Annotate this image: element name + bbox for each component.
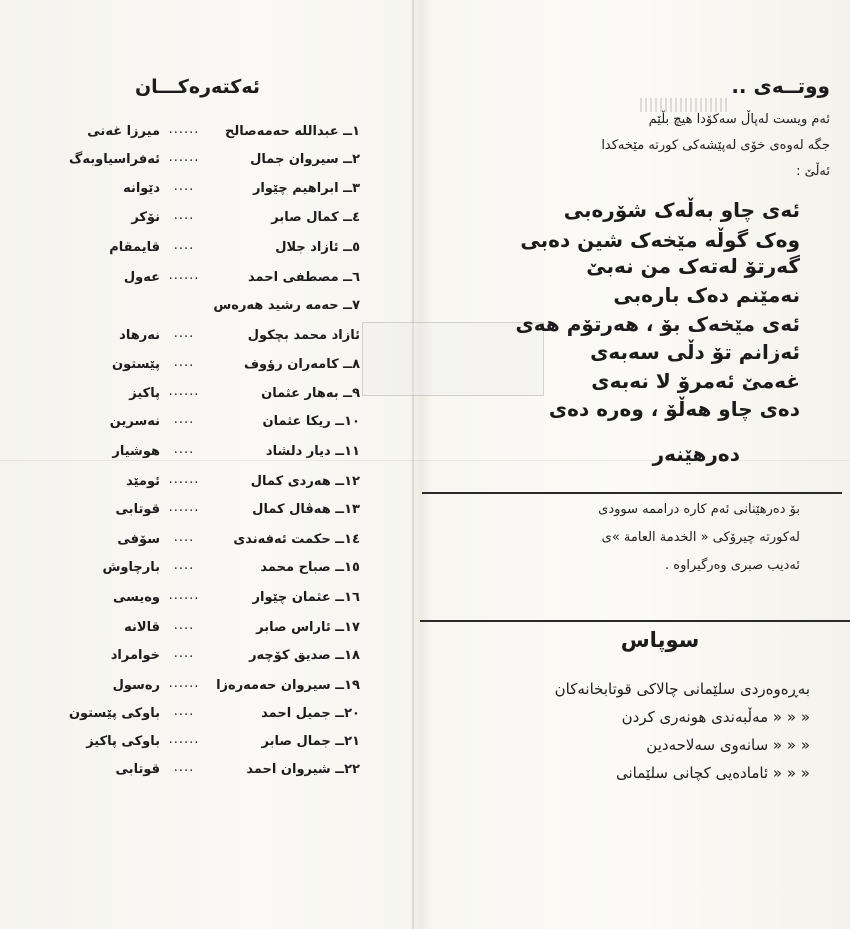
cast-actor-name: ٢ــ سیروان جمال bbox=[250, 152, 360, 167]
cast-leader-dots: ...... bbox=[168, 500, 200, 515]
cast-leader-dots: ...... bbox=[168, 732, 200, 747]
cast-leader-dots: .... bbox=[173, 412, 195, 427]
cast-role-name: قوتابی bbox=[115, 502, 160, 517]
poem-line-3: گەرتۆ لەتەک من نەبێ bbox=[586, 254, 800, 278]
cast-role-name: قوتابی bbox=[115, 762, 160, 777]
thanks-line-2: « « « مەڵبەندی هونەری کردن bbox=[621, 708, 810, 726]
cast-row bbox=[0, 152, 412, 176]
cast-actor-name: ١١ــ دیار دلشاد bbox=[265, 444, 360, 459]
cast-actor-name: ١٧ــ ئاراس صابر bbox=[256, 620, 360, 635]
cast-actor-name: ١٤ــ حکمت ئەفەندی bbox=[233, 532, 360, 547]
cast-actor-name: ٢٢ــ شیروان احمد bbox=[246, 762, 360, 777]
thanks-line-3: « « « سانەوی سەلاحەدین bbox=[646, 736, 810, 754]
words-title: ووتــەی .. bbox=[731, 74, 830, 98]
cast-actor-name: ٦ــ مصطفی احمد bbox=[248, 270, 360, 285]
cast-leader-dots: .... bbox=[173, 355, 195, 370]
thanks-line-4: « « « ئامادەیی کچانی سلێمانی bbox=[616, 764, 810, 782]
cast-leader-dots: ...... bbox=[168, 268, 200, 283]
cast-actor-name: ١٣ــ هەڤال کمال bbox=[252, 502, 360, 517]
cast-leader-dots: .... bbox=[173, 646, 195, 661]
cast-leader-dots: .... bbox=[173, 238, 195, 253]
cast-role-name: سۆفی bbox=[117, 532, 160, 547]
cast-leader-dots: .... bbox=[173, 760, 195, 775]
cast-actor-name: ١٠ــ ریکا عثمان bbox=[262, 414, 360, 429]
cast-role-name: باوکی پاکیز bbox=[86, 734, 160, 749]
cast-role-name: نەسرین bbox=[109, 414, 160, 429]
cast-actor-name: ١ــ عبدالله حەمەصالح bbox=[225, 124, 360, 139]
cast-row bbox=[0, 762, 412, 786]
cast-role-name: نەرهاد bbox=[119, 328, 160, 343]
cast-role-name: دێوانە bbox=[123, 181, 160, 196]
divider-rule-top bbox=[422, 492, 842, 494]
cast-role-name: پێستون bbox=[112, 357, 160, 372]
cast-role-name: هوشیار bbox=[112, 444, 160, 459]
intro-line-1: ئەم ویست لەپاڵ سەکۆدا هیچ بڵێم bbox=[648, 112, 830, 127]
poem-line-5: ئەی مێخەک بۆ ، هەرتۆم هەی bbox=[515, 312, 800, 336]
cast-row bbox=[0, 678, 412, 702]
intro-line-2: جگە لەوەی خۆی لەپێشەکی کورتە مێخەکدا bbox=[601, 138, 830, 153]
cast-row bbox=[0, 210, 412, 234]
cast-actor-name: ٤ــ کمال صابر bbox=[271, 210, 360, 225]
cast-row bbox=[0, 706, 412, 730]
cast-actor-name: ١٦ــ عثمان چێوار bbox=[252, 590, 360, 605]
cast-leader-dots: .... bbox=[173, 179, 195, 194]
poem-line-1: ئەی چاو بەڵەک شۆرەبی bbox=[563, 198, 800, 222]
thanks-line-1: بەڕەوەردی سلێمانی چالاکی قوتابخانەکان bbox=[554, 680, 810, 698]
cast-row bbox=[0, 560, 412, 584]
cast-leader-dots: .... bbox=[173, 530, 195, 545]
poem-line-6: ئەزانم تۆ دڵی سەبەی bbox=[590, 340, 800, 364]
cast-leader-dots: .... bbox=[173, 442, 195, 457]
cast-leader-dots: ...... bbox=[168, 588, 200, 603]
cast-leader-dots: .... bbox=[173, 326, 195, 341]
cast-leader-dots: .... bbox=[173, 618, 195, 633]
cast-actor-name: ١٨ــ صدیق کۆچەر bbox=[249, 648, 360, 663]
poem-line-2: وەک گوڵە مێخەک شین دەبی bbox=[520, 228, 800, 252]
director-line-2: لەکورتە چیرۆکی « الخدمة العامة »ی bbox=[601, 530, 800, 545]
poem-line-7: غەمێ ئەمرۆ لا نەبەی bbox=[591, 369, 800, 393]
cast-leader-dots: .... bbox=[173, 704, 195, 719]
cast-row bbox=[0, 474, 412, 498]
cast-row bbox=[0, 502, 412, 526]
director-line-1: بۆ دەرهێنانی ئەم کارە دراممە سوودی bbox=[598, 502, 800, 517]
thanks-title: سوپاس bbox=[620, 628, 700, 652]
intro-line-3: ئەڵێ : bbox=[796, 164, 830, 179]
cast-row bbox=[0, 532, 412, 556]
cast-row bbox=[0, 414, 412, 438]
cast-role-name: وەیسی bbox=[112, 590, 160, 605]
cast-actor-name: ٢٠ــ جمیل احمد bbox=[261, 706, 360, 721]
cast-row bbox=[0, 444, 412, 468]
cast-row bbox=[0, 590, 412, 614]
cast-actor-name: ١٥ــ صباح محمد bbox=[260, 560, 360, 575]
cast-leader-dots: ...... bbox=[168, 384, 200, 399]
cast-role-name: پاکیز bbox=[129, 386, 160, 401]
poem-line-4: نەمێنم دەک بارەبی bbox=[613, 283, 800, 307]
vertical-fold-crease bbox=[412, 0, 414, 929]
divider-rule-bottom bbox=[420, 620, 850, 622]
cast-role-name: عەول bbox=[123, 270, 160, 285]
cast-row bbox=[0, 240, 412, 264]
cast-actor-name: ٢١ــ جمال صابر bbox=[261, 734, 360, 749]
cast-actor-name: ئازاد محمد بچکول bbox=[247, 328, 360, 343]
cast-actor-name: ١٩ــ سیروان حەمەرەزا bbox=[216, 678, 360, 693]
cast-role-name: رەسول bbox=[112, 678, 160, 693]
cast-leader-dots: ...... bbox=[168, 150, 200, 165]
cast-row bbox=[0, 386, 412, 410]
director-title: دەرهێنەر bbox=[652, 442, 740, 466]
cast-row bbox=[0, 620, 412, 644]
cast-leader-dots: ...... bbox=[168, 472, 200, 487]
cast-actor-name: ٨ــ کامەران رؤوف bbox=[243, 357, 360, 372]
cast-role-name: خوامراد bbox=[110, 648, 160, 663]
poem-line-8: دەی چاو هەڵۆ ، وەرە دەی bbox=[548, 397, 800, 421]
faded-ink-smudge bbox=[640, 98, 730, 112]
cast-leader-dots: .... bbox=[173, 558, 195, 573]
cast-actor-name: ٥ــ ئازاد جلال bbox=[275, 240, 360, 255]
cast-leader-dots: .... bbox=[173, 208, 195, 223]
cast-role-name: قالانە bbox=[124, 620, 160, 635]
cast-row bbox=[0, 328, 412, 352]
cast-role-name: باوکی پێستون bbox=[68, 706, 160, 721]
cast-role-name: نۆکر bbox=[131, 210, 160, 225]
cast-actor-name: ٧ــ حەمە رشید هەرەس bbox=[213, 298, 360, 313]
cast-row bbox=[0, 648, 412, 672]
cast-role-name: میرزا غەنی bbox=[87, 124, 160, 139]
cast-row bbox=[0, 270, 412, 294]
cast-row bbox=[0, 181, 412, 205]
cast-leader-dots: ...... bbox=[168, 122, 200, 137]
director-line-3: ئەدیب صبری وەرگیراوە . bbox=[665, 558, 800, 573]
cast-role-name: قایمقام bbox=[109, 240, 160, 255]
cast-leader-dots: ...... bbox=[168, 676, 200, 691]
cast-role-name: ئومێد bbox=[126, 474, 160, 489]
cast-row bbox=[0, 357, 412, 381]
cast-actor-name: ٣ــ ابراهیم چێوار bbox=[252, 181, 360, 196]
cast-title: ئەکتەرەکـــان bbox=[134, 76, 260, 98]
cast-row bbox=[0, 734, 412, 758]
cast-role-name: بارچاوش bbox=[102, 560, 160, 575]
cast-role-name: ئەفراسیاوبەگ bbox=[69, 152, 160, 167]
cast-row bbox=[0, 298, 412, 322]
cast-actor-name: ١٢ــ هەردی کمال bbox=[250, 474, 360, 489]
cast-actor-name: ٩ــ بەهار عثمان bbox=[261, 386, 360, 401]
cast-row bbox=[0, 124, 412, 148]
